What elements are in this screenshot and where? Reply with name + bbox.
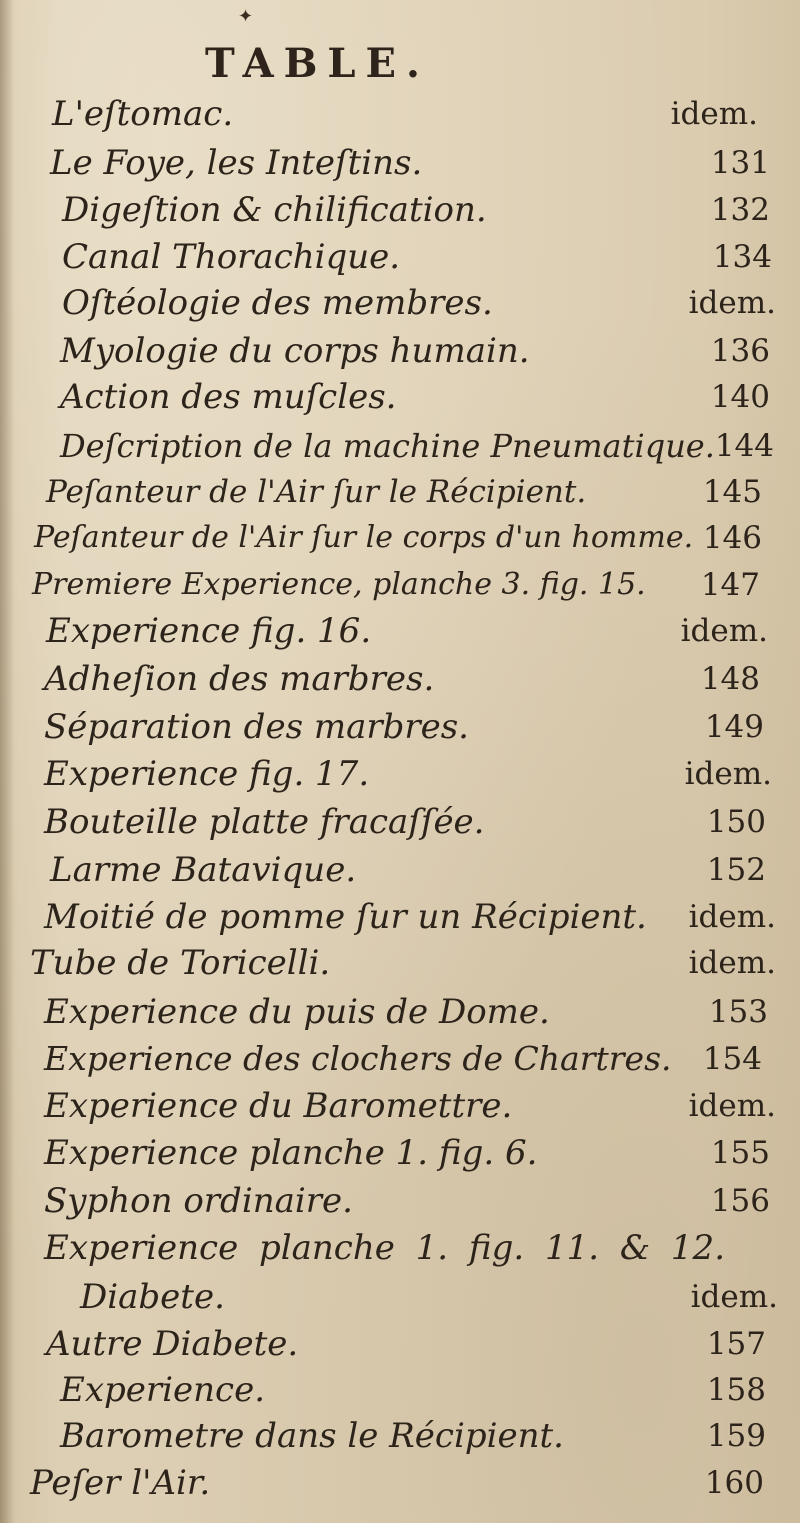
entry-label: Experience planche 1. fig. 6. — [44, 1133, 538, 1173]
toc-entry — [0, 1226, 800, 1274]
entry-page: idem. — [688, 945, 776, 981]
toc-entry — [0, 752, 800, 800]
entry-page: idem. — [690, 1279, 778, 1315]
entry-page: 157 — [706, 1326, 766, 1362]
entry-page: idem. — [688, 285, 776, 321]
entry-page: idem. — [680, 613, 768, 649]
entry-page: 134 — [712, 239, 772, 275]
entry-page: 159 — [706, 1418, 766, 1454]
entry-label: Adheſion des marbres. — [44, 659, 435, 699]
entry-label: Experience du Baromettre. — [44, 1086, 513, 1126]
entry-page: 132 — [710, 192, 770, 228]
toc-entry — [0, 657, 800, 705]
entry-label: Action des muſcles. — [60, 377, 397, 417]
toc-entry — [0, 1084, 800, 1132]
entry-label: Myologie du corps humain. — [60, 331, 530, 371]
entry-label: Premiere Experience, planche 3. fig. 15. — [32, 567, 646, 602]
entry-label: Experience. — [60, 1370, 265, 1410]
entry-page: 154 — [702, 1041, 762, 1077]
entry-label: Tube de Toricelli. — [30, 943, 331, 983]
entry-label: Autre Diabete. — [46, 1324, 299, 1364]
entry-page: 152 — [706, 852, 766, 888]
toc-entry — [0, 1037, 800, 1085]
toc-entry — [0, 329, 800, 377]
toc-entry — [0, 1179, 800, 1227]
entry-label: Syphon ordinaire. — [44, 1181, 353, 1221]
toc-entry — [0, 188, 800, 236]
entry-label: Experience fig. 16. — [46, 611, 372, 651]
entry-label: Moitié de pomme ſur un Récipient. — [44, 897, 647, 937]
toc-entry — [0, 281, 800, 329]
entry-page: 153 — [708, 994, 768, 1030]
entry-page: 147 — [700, 567, 760, 603]
entry-label: Experience planche 1. fig. 11. & 12. — [44, 1228, 725, 1268]
entry-label: Digeſtion & chilification. — [62, 190, 487, 230]
toc-entry — [0, 92, 800, 140]
toc-entry — [0, 1275, 800, 1323]
toc-entry — [0, 1131, 800, 1179]
entry-page: idem. — [670, 96, 758, 132]
entry-page: idem. — [688, 1088, 776, 1124]
entry-label: Deſcription de la machine Pneumatique. — [60, 427, 715, 465]
entry-page: 156 — [710, 1183, 770, 1219]
entry-label: L'eſtomac. — [52, 94, 234, 134]
toc-entry — [0, 424, 800, 472]
entry-label: Experience fig. 17. — [44, 754, 370, 794]
entry-label: Peſanteur de l'Air ſur le corps d'un homme. — [34, 520, 694, 555]
entry-label: Séparation des marbres. — [44, 707, 469, 747]
entry-label: Larme Batavique. — [50, 850, 357, 890]
entry-page: 144 — [714, 428, 774, 464]
ornament-icon: ✦ — [238, 6, 254, 27]
toc-entry — [0, 516, 800, 564]
toc-entry — [0, 1322, 800, 1370]
entry-label: Le Foye, les Inteſtins. — [50, 143, 423, 183]
toc-entry — [0, 1414, 800, 1462]
toc-entry — [0, 470, 800, 518]
entry-page: 155 — [710, 1135, 770, 1171]
toc-entry — [0, 609, 800, 657]
entry-page: 148 — [700, 661, 760, 697]
toc-entry — [0, 1461, 800, 1509]
entry-label: Experience des clochers de Chartres. — [44, 1039, 672, 1078]
entry-page: 160 — [704, 1465, 764, 1501]
entry-page: 136 — [710, 333, 770, 369]
entry-page: idem. — [688, 899, 776, 935]
entry-page: idem. — [684, 756, 772, 792]
toc-entry — [0, 895, 800, 943]
entry-page: 131 — [710, 145, 770, 181]
toc-entry — [0, 990, 800, 1038]
page-title: TABLE. — [205, 40, 430, 87]
entry-label: Barometre dans le Récipient. — [60, 1416, 564, 1456]
entry-label: Canal Thorachique. — [62, 237, 401, 277]
toc-entry — [0, 848, 800, 896]
toc-entry — [0, 375, 800, 423]
toc-entry — [0, 705, 800, 753]
toc-entry — [0, 800, 800, 848]
toc-entry — [0, 941, 800, 989]
entry-label: Oſtéologie des membres. — [62, 283, 493, 323]
entry-page: 146 — [702, 520, 762, 556]
toc-entry — [0, 563, 800, 611]
toc-entry — [0, 141, 800, 189]
entry-page: 158 — [706, 1372, 766, 1408]
entry-label: Experience du puis de Dome. — [44, 992, 550, 1032]
entry-page: 140 — [710, 379, 770, 415]
entry-page: 150 — [706, 804, 766, 840]
entry-page: 149 — [704, 709, 764, 745]
entry-label: Peſanteur de l'Air ſur le Récipient. — [46, 474, 587, 510]
entry-label: Diabete. — [80, 1277, 225, 1317]
toc-entry — [0, 1368, 800, 1416]
entry-page: 145 — [702, 474, 762, 510]
entry-label: Bouteille platte fracaſſée. — [44, 802, 485, 842]
toc-entry — [0, 235, 800, 283]
entry-label: Peſer l'Air. — [30, 1463, 211, 1503]
